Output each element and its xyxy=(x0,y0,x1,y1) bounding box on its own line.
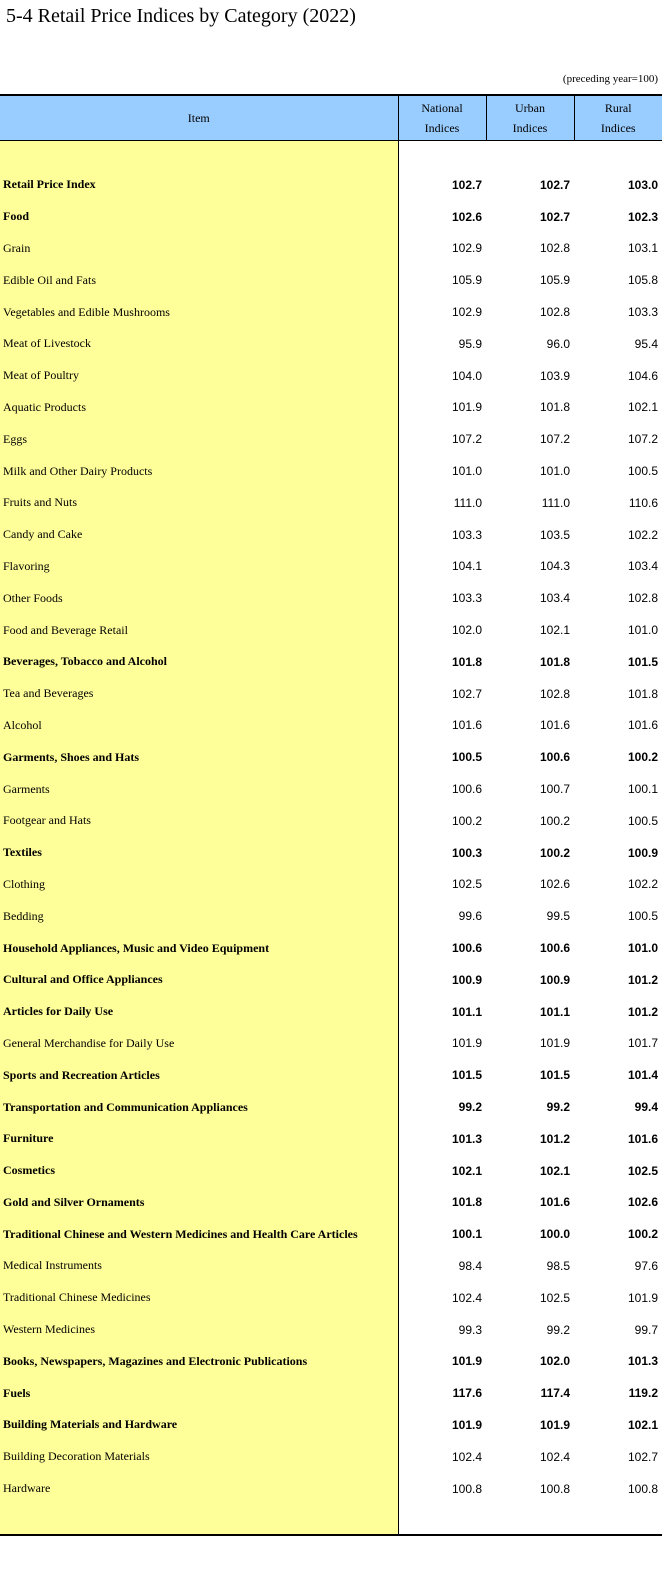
table-row xyxy=(0,1282,662,1314)
item-cell: Milk and Other Dairy Products xyxy=(0,455,398,487)
rural-value: 101.7 xyxy=(627,1036,658,1051)
table-row xyxy=(0,1091,662,1123)
urban-value: 100.9 xyxy=(539,972,570,987)
urban-value: 101.6 xyxy=(539,718,570,733)
header-urban: Urban Indices xyxy=(486,95,574,141)
rural-value: 103.4 xyxy=(627,559,658,574)
rural-value: 102.2 xyxy=(627,527,658,542)
table-row xyxy=(0,996,662,1028)
urban-value: 96.0 xyxy=(546,336,570,351)
national-value: 100.9 xyxy=(451,972,482,987)
urban-value: 101.8 xyxy=(539,400,570,415)
national-value: 100.6 xyxy=(451,782,482,797)
header-item: Item xyxy=(0,95,398,141)
national-value: 100.5 xyxy=(451,750,482,765)
rural-value: 104.6 xyxy=(627,368,658,383)
table-row xyxy=(0,805,662,837)
rural-value: 102.2 xyxy=(627,877,658,892)
table-row xyxy=(0,169,662,201)
item-cell: Beverages, Tobacco and Alcohol xyxy=(0,646,398,678)
urban-value: 107.2 xyxy=(539,432,570,447)
rural-value: 102.3 xyxy=(627,209,658,224)
table-row xyxy=(0,328,662,360)
table-row xyxy=(0,1123,662,1155)
rural-value: 101.0 xyxy=(627,941,658,956)
national-value: 99.3 xyxy=(458,1322,482,1337)
item-cell: Food xyxy=(0,201,398,233)
urban-value: 101.9 xyxy=(539,1036,570,1051)
table-row xyxy=(0,423,662,455)
national-value: 101.5 xyxy=(451,1068,482,1083)
rural-value: 101.2 xyxy=(627,1004,658,1019)
national-value: 104.1 xyxy=(451,559,482,574)
national-value: 107.2 xyxy=(451,432,482,447)
urban-value: 100.2 xyxy=(539,845,570,860)
national-value: 100.6 xyxy=(451,941,482,956)
urban-value: 111.0 xyxy=(541,495,570,510)
item-cell: Other Foods xyxy=(0,582,398,614)
urban-value: 99.2 xyxy=(546,1322,570,1337)
rural-value: 100.9 xyxy=(627,845,658,860)
rural-value: 110.6 xyxy=(628,495,658,510)
urban-value: 102.1 xyxy=(539,623,570,638)
item-cell: Candy and Cake xyxy=(0,519,398,551)
table-row xyxy=(0,360,662,392)
item-cell: Medical Instruments xyxy=(0,1250,398,1282)
table-row xyxy=(0,1473,662,1505)
national-value: 111.0 xyxy=(453,495,482,510)
urban-value: 101.6 xyxy=(539,1195,570,1210)
urban-value: 102.5 xyxy=(539,1290,570,1305)
table-body xyxy=(0,141,662,1536)
urban-value: 100.8 xyxy=(539,1481,570,1496)
item-cell: Cultural and Office Appliances xyxy=(0,964,398,996)
urban-value: 102.0 xyxy=(539,1354,570,1369)
urban-value: 100.6 xyxy=(539,750,570,765)
item-cell: Vegetables and Edible Mushrooms xyxy=(0,296,398,328)
table-row xyxy=(0,869,662,901)
table-row xyxy=(0,1345,662,1377)
national-value: 100.2 xyxy=(451,813,482,828)
urban-value: 101.2 xyxy=(539,1131,570,1146)
rural-value: 101.3 xyxy=(627,1354,658,1369)
spacer-row xyxy=(0,141,662,170)
item-cell: Edible Oil and Fats xyxy=(0,264,398,296)
rural-value: 101.4 xyxy=(627,1068,658,1083)
item-cell: Alcohol xyxy=(0,710,398,742)
item-cell: Furniture xyxy=(0,1123,398,1155)
rural-value: 102.8 xyxy=(627,591,658,606)
urban-value: 103.4 xyxy=(539,591,570,606)
item-cell: Building Materials and Hardware xyxy=(0,1409,398,1441)
urban-value: 105.9 xyxy=(539,273,570,288)
table-row xyxy=(0,741,662,773)
item-cell: Hardware xyxy=(0,1473,398,1505)
urban-value: 102.8 xyxy=(539,305,570,320)
national-value: 101.1 xyxy=(451,1004,482,1019)
table-row xyxy=(0,1441,662,1473)
urban-value: 101.5 xyxy=(539,1068,570,1083)
national-value: 101.9 xyxy=(451,400,482,415)
table-row xyxy=(0,1314,662,1346)
item-cell: Eggs xyxy=(0,423,398,455)
item-cell: Grain xyxy=(0,233,398,265)
rural-value: 107.2 xyxy=(627,432,658,447)
item-cell: Meat of Poultry xyxy=(0,360,398,392)
item-cell: Retail Price Index xyxy=(0,169,398,201)
national-value: 101.3 xyxy=(451,1131,482,1146)
table-row xyxy=(0,233,662,265)
item-cell: Gold and Silver Ornaments xyxy=(0,1187,398,1219)
national-value: 104.0 xyxy=(451,368,482,383)
rural-value: 101.8 xyxy=(627,686,658,701)
rural-value: 101.0 xyxy=(627,623,658,638)
national-value: 101.6 xyxy=(451,718,482,733)
table-row xyxy=(0,392,662,424)
unit-note: (preceding year=100) xyxy=(562,73,658,85)
national-value: 100.8 xyxy=(451,1481,482,1496)
item-cell: Aquatic Products xyxy=(0,392,398,424)
urban-value: 101.8 xyxy=(539,654,570,669)
table-row xyxy=(0,264,662,296)
national-value: 99.6 xyxy=(458,909,482,924)
rural-value: 102.1 xyxy=(627,400,658,415)
urban-value: 100.0 xyxy=(539,1227,570,1242)
urban-value: 102.8 xyxy=(539,241,570,256)
urban-value: 117.4 xyxy=(540,1386,570,1401)
urban-value: 102.7 xyxy=(539,177,570,192)
table-row xyxy=(0,519,662,551)
page-title: 5-4 Retail Price Indices by Category (2022) xyxy=(6,5,356,27)
urban-value: 102.8 xyxy=(539,686,570,701)
rural-value: 101.5 xyxy=(627,654,658,669)
national-value: 102.9 xyxy=(451,305,482,320)
item-cell: Books, Newspapers, Magazines and Electronic Publications xyxy=(0,1345,398,1377)
item-cell: Western Medicines xyxy=(0,1314,398,1346)
urban-value: 103.5 xyxy=(539,527,570,542)
item-cell: Fuels xyxy=(0,1377,398,1409)
urban-value: 101.0 xyxy=(539,464,570,479)
national-value: 101.8 xyxy=(451,654,482,669)
rural-value: 102.5 xyxy=(627,1163,658,1178)
national-value: 99.2 xyxy=(458,1100,482,1114)
item-cell: Clothing xyxy=(0,869,398,901)
header-rural: Rural Indices xyxy=(574,95,662,141)
item-cell: Transportation and Communication Appliances xyxy=(0,1091,398,1123)
item-cell: Food and Beverage Retail xyxy=(0,614,398,646)
table-row xyxy=(0,646,662,678)
urban-value: 101.1 xyxy=(539,1004,570,1019)
table-row xyxy=(0,1409,662,1441)
table-row xyxy=(0,710,662,742)
table-row xyxy=(0,932,662,964)
rural-value: 103.3 xyxy=(627,305,658,320)
urban-value: 100.6 xyxy=(539,941,570,956)
table-row xyxy=(0,551,662,583)
national-value: 103.3 xyxy=(451,527,482,542)
item-cell: Articles for Daily Use xyxy=(0,996,398,1028)
item-cell: Garments, Shoes and Hats xyxy=(0,741,398,773)
rural-value: 102.7 xyxy=(627,1449,658,1464)
urban-value: 103.9 xyxy=(539,368,570,383)
table-row xyxy=(0,1155,662,1187)
national-value: 95.9 xyxy=(458,336,482,351)
table-row xyxy=(0,964,662,996)
table-row xyxy=(0,900,662,932)
urban-value: 100.7 xyxy=(539,782,570,797)
rural-value: 101.6 xyxy=(627,1131,658,1146)
national-value: 101.8 xyxy=(451,1195,482,1210)
urban-value: 102.6 xyxy=(539,877,570,892)
national-value: 98.4 xyxy=(458,1258,482,1273)
table-row xyxy=(0,296,662,328)
rural-value: 102.1 xyxy=(627,1417,658,1432)
item-cell: General Merchandise for Daily Use xyxy=(0,1028,398,1060)
national-value: 101.0 xyxy=(451,464,482,479)
rural-value: 95.4 xyxy=(634,336,658,351)
rural-value: 100.2 xyxy=(627,750,658,765)
table-row xyxy=(0,678,662,710)
rural-value: 105.8 xyxy=(627,273,658,288)
national-value: 105.9 xyxy=(451,273,482,288)
table-row xyxy=(0,1377,662,1409)
national-value: 101.9 xyxy=(451,1354,482,1369)
item-cell: Footgear and Hats xyxy=(0,805,398,837)
national-value: 101.9 xyxy=(451,1036,482,1051)
rural-value: 100.5 xyxy=(627,464,658,479)
rural-value: 100.1 xyxy=(627,782,658,797)
rural-value: 101.2 xyxy=(627,972,658,987)
national-value: 102.7 xyxy=(451,177,482,192)
national-value: 102.1 xyxy=(451,1163,482,1178)
rural-value: 99.4 xyxy=(634,1100,658,1114)
rural-value: 99.7 xyxy=(634,1322,658,1337)
item-cell: Meat of Livestock xyxy=(0,328,398,360)
rural-value: 103.1 xyxy=(627,241,658,256)
urban-value: 102.4 xyxy=(539,1449,570,1464)
rural-value: 97.6 xyxy=(634,1258,658,1273)
urban-value: 100.2 xyxy=(539,813,570,828)
header-row xyxy=(0,95,662,141)
table-row xyxy=(0,614,662,646)
national-value: 117.6 xyxy=(452,1386,482,1401)
national-value: 102.5 xyxy=(451,877,482,892)
rural-value: 100.5 xyxy=(627,909,658,924)
item-cell: Sports and Recreation Articles xyxy=(0,1059,398,1091)
national-value: 102.4 xyxy=(451,1290,482,1305)
item-cell: Household Appliances, Music and Video Equipment xyxy=(0,932,398,964)
national-value: 102.0 xyxy=(451,623,482,638)
spacer-row xyxy=(0,1504,662,1535)
urban-value: 98.5 xyxy=(546,1258,570,1273)
national-value: 101.9 xyxy=(451,1417,482,1432)
table-row xyxy=(0,773,662,805)
rural-value: 101.9 xyxy=(627,1290,658,1305)
national-value: 102.9 xyxy=(451,241,482,256)
table-row xyxy=(0,201,662,233)
table-row xyxy=(0,1028,662,1060)
table-row xyxy=(0,1059,662,1091)
item-cell: Bedding xyxy=(0,900,398,932)
national-value: 102.4 xyxy=(451,1449,482,1464)
national-value: 103.3 xyxy=(451,591,482,606)
rural-value: 100.2 xyxy=(627,1227,658,1242)
rural-value: 119.2 xyxy=(628,1386,658,1401)
rural-value: 102.6 xyxy=(627,1195,658,1210)
national-value: 100.1 xyxy=(451,1227,482,1242)
price-index-table xyxy=(0,94,662,1536)
header-national: National Indices xyxy=(398,95,486,141)
table-row xyxy=(0,837,662,869)
table-row xyxy=(0,1218,662,1250)
item-cell: Traditional Chinese Medicines xyxy=(0,1282,398,1314)
item-cell: Traditional Chinese and Western Medicines and Health Care Articles xyxy=(0,1218,398,1250)
urban-value: 102.1 xyxy=(539,1163,570,1178)
national-value: 102.6 xyxy=(451,209,482,224)
rural-value: 100.8 xyxy=(627,1481,658,1496)
item-cell: Flavoring xyxy=(0,551,398,583)
item-cell: Textiles xyxy=(0,837,398,869)
national-value: 100.3 xyxy=(451,845,482,860)
table-row xyxy=(0,1187,662,1219)
item-cell: Tea and Beverages xyxy=(0,678,398,710)
table-row xyxy=(0,1250,662,1282)
urban-value: 99.2 xyxy=(546,1100,570,1114)
table-row xyxy=(0,582,662,614)
urban-value: 99.5 xyxy=(546,909,570,924)
item-cell: Fruits and Nuts xyxy=(0,487,398,519)
table-row xyxy=(0,487,662,519)
urban-value: 104.3 xyxy=(539,559,570,574)
item-cell: Garments xyxy=(0,773,398,805)
urban-value: 102.7 xyxy=(539,209,570,224)
rural-value: 103.0 xyxy=(627,177,658,192)
national-value: 102.7 xyxy=(451,686,482,701)
urban-value: 101.9 xyxy=(539,1417,570,1432)
table-row xyxy=(0,455,662,487)
item-cell: Building Decoration Materials xyxy=(0,1441,398,1473)
rural-value: 100.5 xyxy=(627,813,658,828)
rural-value: 101.6 xyxy=(627,718,658,733)
item-cell: Cosmetics xyxy=(0,1155,398,1187)
